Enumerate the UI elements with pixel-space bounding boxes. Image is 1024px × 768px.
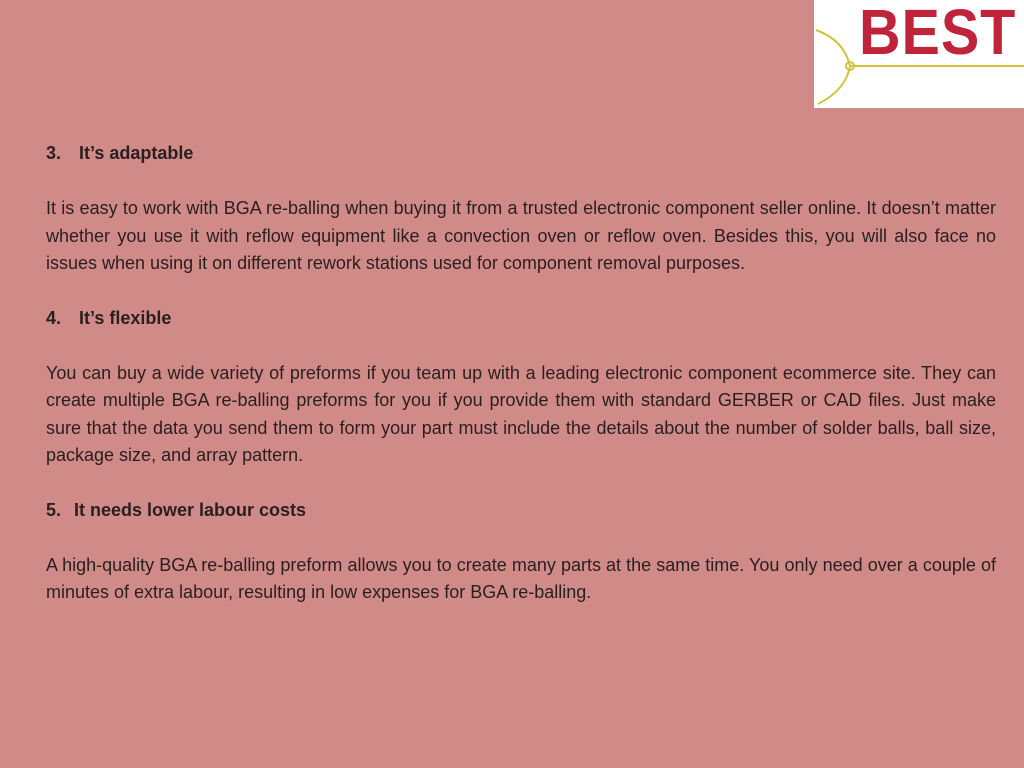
section-body-adaptable: It is easy to work with BGA re-balling when buying it from a trusted electronic component seller online. It doesn’t matter whether you use it with reflow equipment like a convection oven or reflow oven. Besides this, you will also face no issues when using it on different rework stations used for component removal purposes. — [46, 198, 996, 273]
section-number: 3. — [46, 143, 62, 163]
section-heading-adaptable — [46, 140, 996, 167]
section-title: It’s adaptable — [79, 143, 194, 163]
section-title: It’s flexible — [79, 307, 172, 328]
section-heading-flexible — [46, 305, 996, 332]
section-number: 4. — [46, 307, 62, 328]
section-title: It needs lower labour costs — [74, 499, 307, 520]
section-number: 5. — [46, 499, 62, 520]
article-content — [46, 140, 996, 634]
section-body-labour-costs: A high-quality BGA re-balling preform allows you to create many parts at the same time. You only need over a couple of minutes of extra labour, resulting in low expenses for BGA re-balling. — [46, 554, 996, 602]
section-heading-labour-costs — [46, 497, 996, 524]
logo-text: BEST — [859, 0, 1017, 68]
section-body-flexible: You can buy a wide variety of preforms if you team up with a leading electronic component ecommerce site. They can create multiple BGA re-balling preforms for you if you provide them with standard GERBER or CAD files. Just make sure that the data you send them to form your part must include the details about the number of solder balls, ball size, package size, and array pattern. — [46, 362, 996, 465]
best-logo — [814, 0, 1024, 108]
